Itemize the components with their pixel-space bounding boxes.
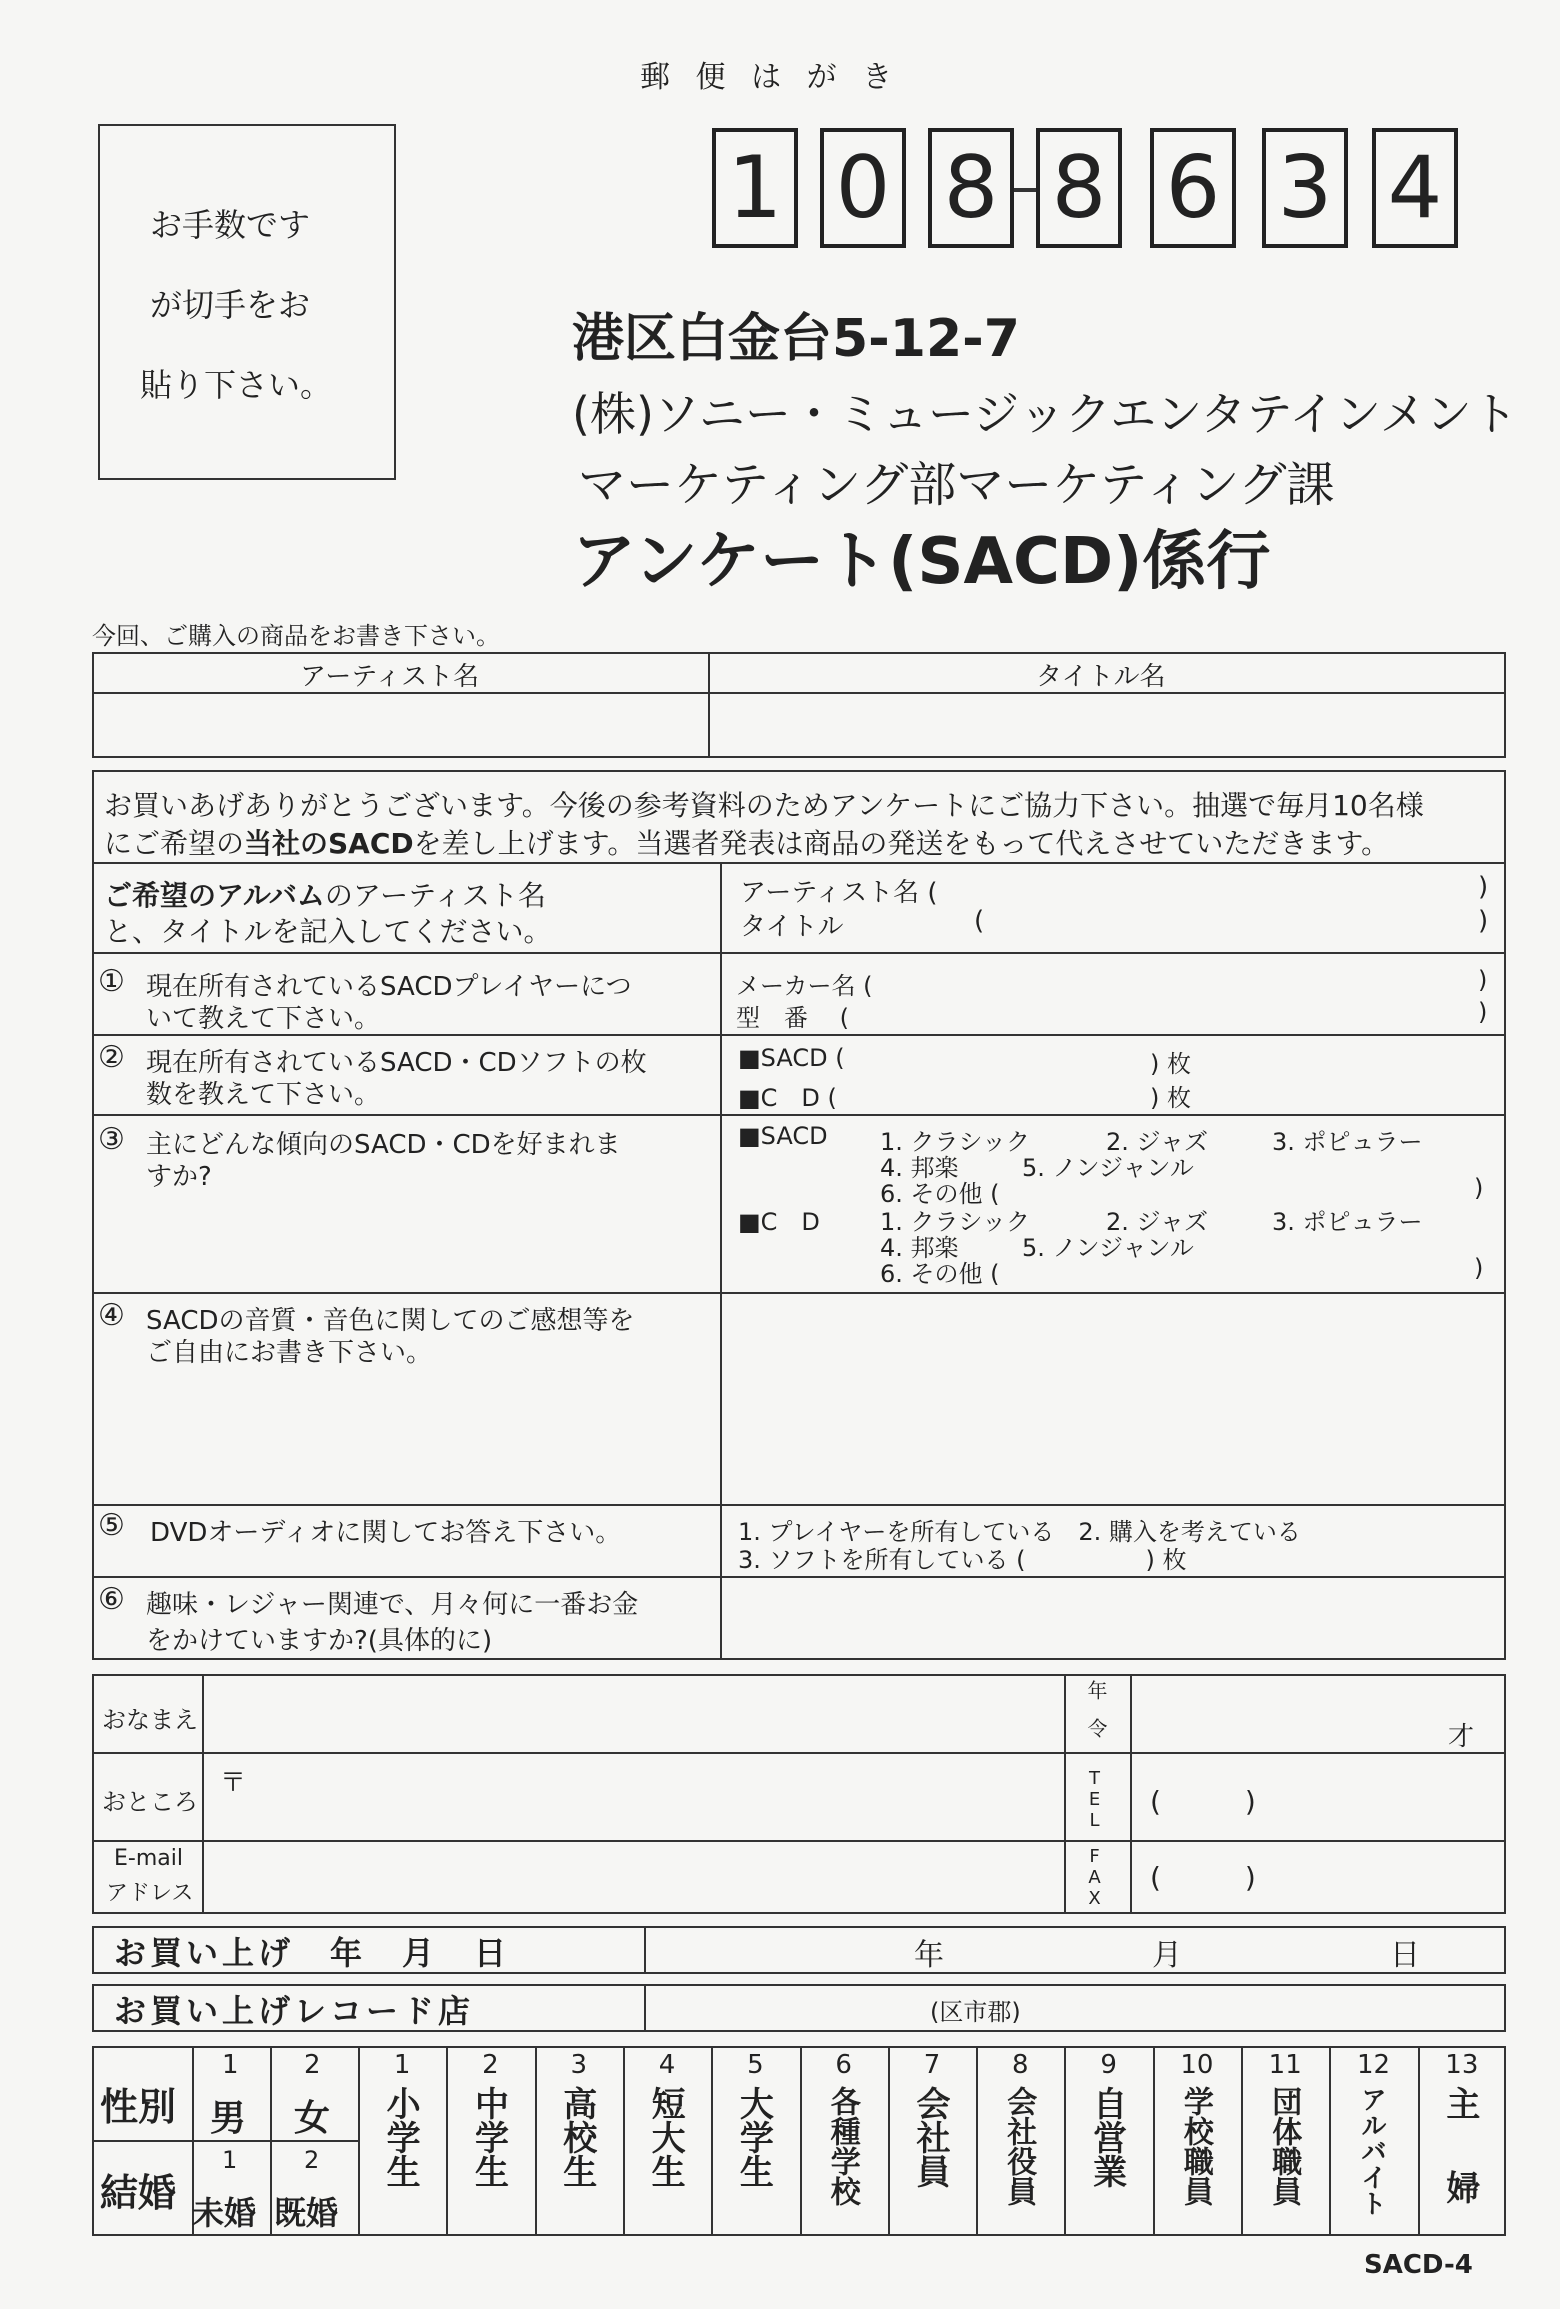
occupation-num: 12	[1356, 2050, 1391, 2080]
q3-text-1: 主にどんな傾向のSACD・CDを好まれま	[146, 1130, 621, 1160]
q2-sacd-unit: ) 枚	[1150, 1050, 1191, 1078]
married-num: 2	[304, 2146, 320, 2174]
q1-maker-field[interactable]: メーカー名 (	[736, 972, 873, 1000]
q3-cd-option-2[interactable]: 2. ジャズ	[1106, 1208, 1209, 1236]
q3-sacd-option-6[interactable]: 6. その他 (	[880, 1180, 1000, 1208]
zip-digit-6: 3	[1262, 128, 1348, 248]
q3-sacd-option-5[interactable]: 5. ノンジャンル	[1022, 1154, 1194, 1182]
q3-cd-option-1[interactable]: 1. クラシック	[880, 1208, 1031, 1236]
zip-digit-4: 8	[1036, 128, 1122, 248]
q2-sacd-field[interactable]: ■SACD (	[738, 1044, 845, 1072]
occupation-num: 6	[835, 2050, 852, 2080]
female-option[interactable]: 女	[294, 2098, 331, 2139]
q4-answer-area[interactable]	[722, 1294, 1504, 1502]
zip-dash	[1014, 188, 1036, 192]
wish-label-rest: のアーティスト名	[324, 879, 546, 912]
age-unit: 才	[1448, 1722, 1475, 1752]
intro-line-2c: を差し上げます。当選者発表は商品の発送をもって代えさせていただきます。	[413, 827, 1390, 860]
zip-digit-7: 4	[1372, 128, 1458, 248]
q3-cd-option-4[interactable]: 4. 邦楽	[880, 1234, 959, 1262]
q3-cd-option-5[interactable]: 5. ノンジャンル	[1022, 1234, 1194, 1262]
address-line-3: マーケティング部マーケティング課	[578, 457, 1335, 513]
address-field[interactable]	[204, 1754, 1062, 1838]
occupation-option[interactable]: 大学生	[733, 2086, 774, 2188]
stamp-note-1: お手数です	[150, 206, 311, 244]
q5-text-1: DVDオーディオに関してお答え下さい。	[150, 1518, 622, 1548]
store-label: お買い上げレコード店	[114, 1992, 475, 2030]
occupation-option[interactable]: 自営業	[1086, 2086, 1127, 2188]
purchase-year[interactable]: 年	[914, 1938, 944, 1973]
q2-text-1: 現在所有されているSACD・CDソフトの枚	[146, 1048, 647, 1078]
wish-artist-field[interactable]: アーティスト名 (	[740, 878, 938, 908]
q5-answer-1[interactable]: 1. プレイヤーを所有している 2. 購入を考えている	[738, 1518, 1301, 1546]
title-header: タイトル名	[1036, 662, 1166, 692]
marriage-label: 結婚	[100, 2171, 177, 2215]
artist-header: アーティスト名	[300, 662, 480, 692]
q5-answer-2[interactable]: 3. ソフトを所有している ( ) 枚	[738, 1546, 1187, 1574]
q3-sacd-label: ■SACD	[738, 1122, 828, 1150]
occupation-num: 10	[1180, 2050, 1214, 2080]
q3-sacd-option-4[interactable]: 4. 邦楽	[880, 1154, 959, 1182]
occupation-num: 8	[1012, 2050, 1029, 2080]
q3-cd-label: ■C D	[738, 1208, 820, 1236]
occupation-num: 3	[570, 2050, 588, 2080]
sex-label: 性別	[100, 2085, 177, 2129]
zip-digit-5: 6	[1150, 128, 1236, 248]
q4-text-1: SACDの音質・音色に関してのご感想等を	[146, 1306, 635, 1336]
q3-sacd-option-1[interactable]: 1. クラシック	[880, 1128, 1031, 1156]
q1-model-close: )	[1478, 998, 1488, 1026]
store-col	[644, 1984, 646, 2032]
q1-text-2: いて教えて下さい。	[146, 1004, 381, 1034]
q3-cd-option-3[interactable]: 3. ポピュラー	[1272, 1208, 1423, 1236]
tel-label: TEL	[1084, 1768, 1105, 1831]
occupation-num: 5	[747, 2050, 764, 2080]
single-option[interactable]: 未婚	[192, 2194, 257, 2232]
wish-title-open: (	[974, 906, 985, 936]
intro-line-2	[104, 822, 1389, 862]
occupation-num: 13	[1445, 2050, 1479, 2080]
female-num: 2	[304, 2050, 321, 2080]
q2-text-2: 数を教えて下さい。	[146, 1080, 381, 1110]
wish-artist-close: )	[1478, 872, 1489, 902]
age-label: 年令	[1084, 1680, 1108, 1756]
wish-title-close: )	[1478, 906, 1489, 936]
male-num: 1	[222, 2050, 239, 2080]
address-label: おところ	[102, 1788, 198, 1816]
purchase-date-label: お買い上げ 年 月 日	[114, 1934, 511, 1972]
postcard-label: 郵 便 は が き	[640, 60, 901, 95]
married-option[interactable]: 既婚	[274, 2194, 339, 2232]
occupation-option[interactable]: 短大生	[645, 2086, 686, 2188]
row-line	[92, 1034, 1506, 1036]
occupation-num: 7	[923, 2050, 941, 2080]
purchase-day[interactable]: 日	[1390, 1938, 1420, 1973]
q2-num: ②	[98, 1040, 125, 1075]
purchase-date-col	[644, 1926, 646, 1974]
stamp-note-3: 貼り下さい。	[140, 366, 333, 404]
address-line-2: (株)ソニー・ミュージックエンタテインメント	[572, 387, 1518, 441]
occupation-num: 1	[393, 2050, 411, 2080]
wish-label-line2: と、タイトルを記入してください。	[104, 915, 552, 948]
q3-cd-option-6[interactable]: 6. その他 (	[880, 1260, 1000, 1288]
wish-title-field[interactable]: タイトル	[740, 912, 844, 942]
occupation-num: 4	[658, 2050, 676, 2080]
email-label-1: E-mail	[114, 1846, 183, 1871]
occupation-option[interactable]: 会社役員	[1001, 2086, 1037, 2206]
q2-cd-field[interactable]: ■C D (	[738, 1084, 837, 1112]
address-line-4: アンケート(SACD)係行	[572, 525, 1271, 599]
fax-field[interactable]: ( )	[1150, 1861, 1256, 1894]
q3-text-2: すか?	[146, 1162, 212, 1192]
purchase-table-col	[708, 652, 710, 758]
q3-sacd-option-3[interactable]: 3. ポピュラー	[1272, 1128, 1423, 1156]
q3-sacd-close: )	[1474, 1174, 1484, 1202]
q2-cd-unit: ) 枚	[1150, 1084, 1191, 1112]
occupation-option[interactable]: アルバイト	[1356, 2086, 1387, 2216]
personal-col-line	[1064, 1674, 1066, 1914]
footer-code: SACD-4	[1364, 2250, 1473, 2280]
intro-line-1: お買いあげありがとうございます。今後の参考資料のためアンケートにご協力下さい。抽選で毎月10名様	[104, 789, 1424, 822]
zip-digit-1: 1	[712, 128, 798, 248]
row-line	[92, 862, 1506, 864]
q5-num: ⑤	[98, 1508, 125, 1543]
q3-sacd-option-2[interactable]: 2. ジャズ	[1106, 1128, 1209, 1156]
q4-text-2: ご自由にお書き下さい。	[146, 1338, 433, 1368]
zip-digit-3: 8	[928, 128, 1014, 248]
occupation-option[interactable]: 学校職員	[1177, 2086, 1213, 2206]
name-label: おなまえ	[102, 1706, 198, 1734]
store-district[interactable]: (区市郡)	[930, 1998, 1021, 2026]
row-line	[92, 1504, 1506, 1506]
occupation-option[interactable]: 団体職員	[1266, 2086, 1302, 2206]
name-field[interactable]	[204, 1676, 1062, 1750]
postal-mark: 〒	[220, 1768, 247, 1798]
q1-model-field[interactable]: 型 番 (	[736, 1004, 849, 1032]
wish-label-bold: ご希望のアルバム	[104, 879, 325, 912]
intro-line-2a: にご希望の	[104, 827, 245, 860]
q6-num: ⑥	[98, 1582, 125, 1617]
email-label-2: アドレス	[106, 1881, 194, 1906]
occupation-option[interactable]: 中学生	[468, 2086, 509, 2188]
q6-text-1: 趣味・レジャー関連で、月々何に一番お金	[146, 1590, 639, 1620]
question-col-divider	[720, 862, 722, 1660]
intro-line-2b: 当社のSACD	[244, 827, 414, 860]
zip-digit-2: 0	[820, 128, 906, 248]
q1-num: ①	[98, 964, 125, 999]
occupation-num: 9	[1100, 2050, 1117, 2080]
purchase-month[interactable]: 月	[1152, 1938, 1182, 1973]
occupation-option[interactable]: 主婦	[1439, 2086, 1480, 2254]
q6-text-2: をかけていますか?(具体的に)	[146, 1626, 493, 1656]
wish-label	[104, 874, 546, 914]
single-num: 1	[222, 2146, 238, 2174]
q3-cd-close: )	[1474, 1254, 1484, 1282]
occupation-option[interactable]: 各種学校	[824, 2086, 860, 2206]
q1-text-1: 現在所有されているSACDプレイヤーにつ	[146, 972, 632, 1002]
tel-field[interactable]: ( )	[1150, 1785, 1256, 1818]
male-option[interactable]: 男	[210, 2098, 247, 2139]
occupation-num: 11	[1268, 2050, 1302, 2080]
q4-num: ④	[98, 1298, 125, 1333]
purchase-instruction: 今回、ご購入の商品をお書き下さい。	[92, 622, 500, 650]
occupation-option[interactable]: 高校生	[556, 2086, 597, 2188]
occupation-option[interactable]: 会社員	[910, 2086, 950, 2188]
row-line	[92, 1114, 1506, 1116]
email-field[interactable]	[204, 1842, 1062, 1912]
fax-label: FAX	[1084, 1846, 1105, 1909]
q1-maker-close: )	[1478, 966, 1488, 994]
occupation-option[interactable]: 小学生	[380, 2086, 421, 2188]
address-line-1: 港区白金台5-12-7	[572, 309, 1020, 369]
row-line	[92, 952, 1506, 954]
q6-answer-area[interactable]	[722, 1578, 1504, 1658]
q3-num: ③	[98, 1122, 125, 1157]
occupation-num: 2	[482, 2050, 499, 2080]
stamp-note-2: が切手をお	[150, 286, 311, 324]
